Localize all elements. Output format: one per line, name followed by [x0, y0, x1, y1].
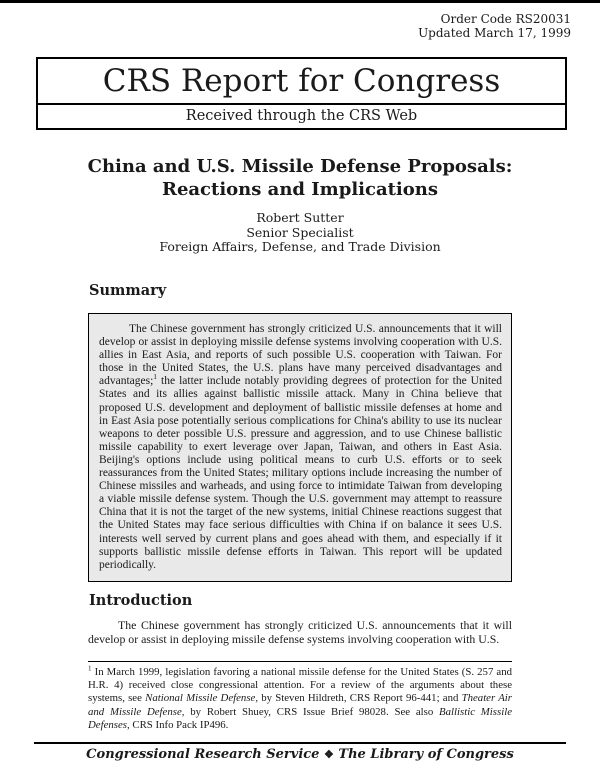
report-title — [0, 155, 600, 201]
footnote-cite-2: Theater Air and Missile Defense, — [88, 692, 512, 718]
order-code: Order Code RS20031 — [440, 12, 571, 26]
footnote-text-1: In March 1999, legislation favoring a national missile defense for the United States (S. 257 and H.R. 4) received close congressional attention. For a review of the arguments about these systems, see — [88, 666, 513, 705]
page-top-rule — [0, 0, 600, 3]
footnote-reference: 1 — [153, 372, 158, 382]
author-name: Robert Sutter — [256, 210, 344, 225]
updated-date: Updated March 17, 1999 — [418, 25, 571, 40]
footnote-text-3: by Robert Shuey, CRS Issue Brief 98028. See also — [184, 705, 440, 718]
summary-text-before-ref: The Chinese government has strongly criticized U.S. announcements that it will develop or assist in deploying missile defense systems involving cooperation with U.S. allies in East Asia, and reports of such possible U.S. cooperation with Taiwan. For those in the United States, the U.S. plans have many perceived disadvantages and advantages; — [99, 323, 502, 388]
diamond-icon: ❖ — [324, 748, 334, 761]
footnote-marker: 1 — [88, 664, 92, 673]
footer-library-name: The Library of Congress — [338, 747, 514, 762]
order-code-block — [418, 13, 571, 40]
author-division: Foreign Affairs, Defense, and Trade Division — [159, 239, 441, 255]
masthead-subtitle: Received through the CRS Web — [185, 108, 418, 124]
footnote — [88, 666, 512, 732]
report-title-line1: China and U.S. Missile Defense Proposals: — [87, 156, 513, 177]
footnote-text-2: by Steven Hildreth, CRS Report 96-441; and — [258, 692, 462, 705]
page-footer — [34, 742, 566, 762]
summary-paragraph — [99, 323, 502, 572]
footnote-text-4: CRS Info Pack IP496. — [129, 718, 229, 731]
introduction-heading: Introduction — [89, 592, 193, 609]
summary-heading: Summary — [89, 282, 167, 299]
footnote-cite-3: Ballistic Missile Defenses, — [88, 705, 513, 731]
summary-text-after-ref: the latter include notably providing degrees of protection for the United States and its allies against ballistic missile attack. Many in China believe that proposed U.S. development and deployment of ballistic missile defenses at home and in East Asia pose potentially serious complications for China's ability to use its nuclear weapons to deter possible U.S. pressure and aggression, and to use Chinese ballistic missile capability to exert leverage over Japan, Taiwan, and others in East Asia. Beijing's options include using political means to curb U.S. efforts or to seek reassurances from the United States; military options include increasing the number of Chinese missiles and warheads, and using force to intimidate Taiwan from developing a viable missile defense system. Though the U.S. government may attempt to reassure China that it is not the target of the new systems, initial Chinese reactions suggest that the United States may face serious difficulties with China if on balance it sees U.S. interests well served by current plans and goes ahead with them, and especially if it supports ballistic missile defense efforts in Taiwan. This report will be updated periodically. — [99, 375, 502, 571]
footer-service-name: Congressional Research Service — [86, 747, 320, 762]
author-role: Senior Specialist — [246, 224, 354, 240]
report-title-line2: Reactions and Implications — [161, 179, 438, 200]
footnote-cite-1: National Missile Defense, — [145, 692, 259, 705]
summary-box — [88, 313, 512, 582]
footnote-separator-rule — [88, 661, 512, 662]
masthead-title: CRS Report for Congress — [38, 59, 565, 105]
masthead-box — [36, 57, 567, 130]
author-block — [0, 211, 600, 255]
introduction-paragraph: The Chinese government has strongly criticized U.S. announcements that it will develop or assist in deploying missile defense systems involving cooperation with U.S. — [88, 618, 512, 647]
